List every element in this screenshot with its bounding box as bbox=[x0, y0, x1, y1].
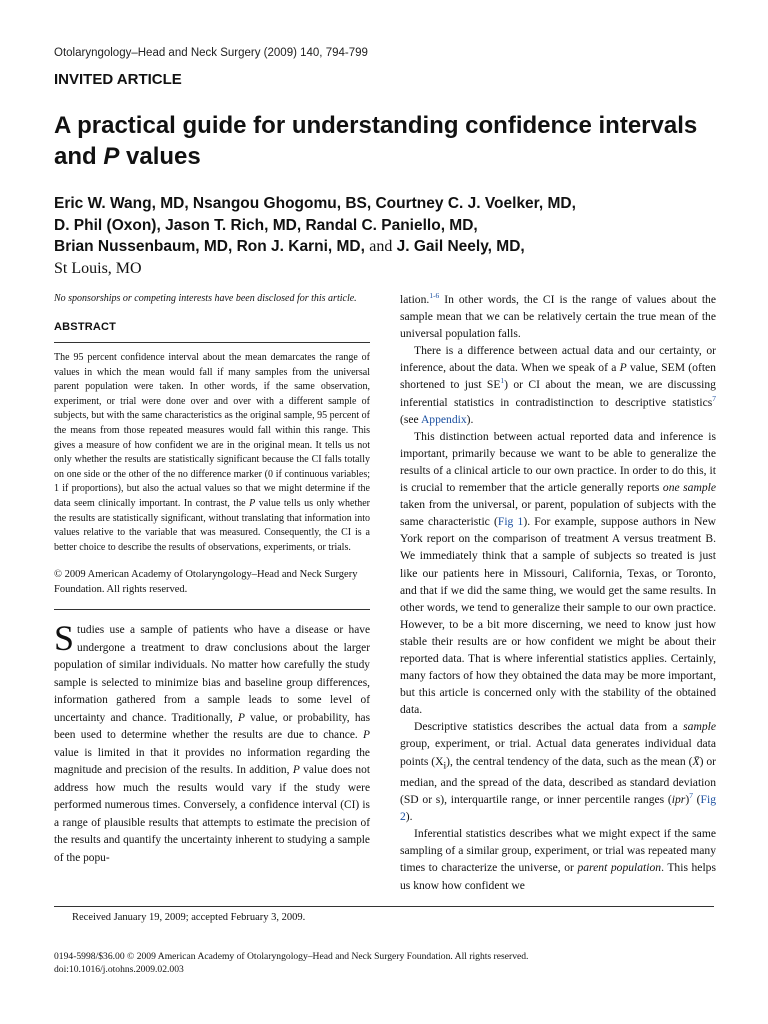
article-title: A practical guide for understanding confidence intervals and P values bbox=[54, 112, 698, 170]
body-paragraph: There is a difference between actual data and our certainty, or inference, about the data. When we speak of a P value, SEM (often shortened to just $SE^1$) or CI about the mean, we are discussing inferential statistics in contradistinction to descriptive statistics$^7$ (see Appendix). bbox=[400, 344, 716, 426]
author-line: Eric W. Wang, MD, Nsangou Ghogomu, BS, Courtney C. J. Voelker, MD, bbox=[54, 195, 576, 212]
left-column bbox=[54, 290, 370, 867]
citation-link[interactable]: 7 bbox=[689, 791, 693, 801]
citation-link[interactable]: 7 bbox=[712, 393, 716, 403]
footer-copyright: 0194-5998/$36.00 © 2009 American Academy of Otolaryngology–Head and Neck Surgery Foundation. All rights reserved. bbox=[54, 951, 529, 962]
body-paragraph: This distinction between actual reported data and inference is important, primarily because we want to be able to generalize the results of a clinical article to our own practice. In order to do this, it is crucial to remember that the article generally reports one sample taken from the universal, or parent, population of subjects with the same characteristic (Fig 1). For example, suppose authors in New York report on the comparison of treatment A versus treatment B. We immediately think that a sample of subjects so treated is just like our patients here in Missouri, California, Texas, or Toronto, and that if we did the same thing, we would get the same results. In other words, we tend to generalize their sample to our own practice. However, to be a bit more discerning, we need to know just how stable their results are or how confident we might be about their reported data. That is where inferential statistics applies. Certainly, many factors of how they obtained the data may be more important, but this article is concerned only with the stability of the obtained data. bbox=[400, 429, 717, 717]
abstract-heading: ABSTRACT bbox=[54, 320, 117, 333]
page-footer bbox=[54, 950, 528, 976]
figure-1-link[interactable]: Fig 1 bbox=[497, 515, 524, 529]
disclosure-note: No sponsorships or competing interests have been disclosed for this article. bbox=[54, 293, 357, 304]
drop-cap: S bbox=[54, 618, 75, 659]
abstract-bottom-rule bbox=[54, 609, 370, 610]
body-paragraph: lation.$^{1-6}$ In other words, the CI is the range of values about the sample mean that we can be relatively certain the true mean of the universal population falls. bbox=[400, 291, 716, 341]
appendix-link[interactable]: Appendix bbox=[420, 412, 467, 426]
author-line: D. Phil (Oxon), Jason T. Rich, MD, Randal C. Paniello, MD, bbox=[54, 216, 478, 234]
abstract-text: The 95 percent confidence interval about the mean demarcates the range of values in which the mean would fall if many samples from the universal parent population were taken. In other words, if the same observation, experiment, or trial were done over and over with a different sample of subjects, but with the same characteristics as the original sample, 95 percent of the means from those repeated measures would fall within this range. This gives a measure of how confident we are in the original mean. It tells us not only whether the results are statistically significant because the CI falls totally on one side or the other of the no difference marker (0 if continuous variables; 1 if proportions), but also the actual values so that we might determine if the data seem clinically important. In contrast, the P value tells us only whether the results are statistically significant, without translating that information into values relative to the variable that was measured. Consequently, the CI is a better choice to describe the results of observations, experiments, or trials. bbox=[54, 352, 370, 553]
journal-citation: Otolaryngology–Head and Neck Surgery (2009) 140, 794-799 bbox=[54, 47, 368, 59]
abstract-copyright: © 2009 American Academy of Otolaryngology–Head and Neck Surgery Foundation. All rights reserved. bbox=[54, 569, 358, 596]
right-column bbox=[400, 291, 716, 894]
body-paragraph: Descriptive statistics describes the actual data from a sample group, experiment, or trial. Actual data generates individual data points $(X_i)$, the central tendency of the data, such as the mean (X̄) or median, and the spread of the data, described as standard deviation (SD or s), interquartile range, or inner percentile ranges (ipr)$^7$ (Fig 2). bbox=[400, 720, 716, 824]
footer-doi: doi:10.1016/j.otohns.2009.02.003 bbox=[54, 964, 184, 975]
citation-link[interactable]: 1-6 bbox=[429, 291, 440, 301]
footnote-rule bbox=[54, 906, 714, 907]
author-list bbox=[54, 193, 734, 279]
received-date: Received January 19, 2009; accepted February 3, 2009. bbox=[72, 912, 306, 923]
intro-paragraph: Studies use a sample of patients who have a disease or have undergone a treatment to draw conclusions about the larger population of similar individuals. No matter how carefully the study sample is selected to minimize bias and baseline group differences, information gathered from a sample leads to some level of uncertainty and chance. Traditionally, P value, or probability, has been used to determine whether the results are due to chance. P value is limited in that it provides no information regarding the magnitude and precision of the results. In addition, P value does not address how much the results would vary if the study were performed numerous times. Conversely, a confidence interval (CI) is a range of plausible results that attempts to estimate the precision of the results and quantify the uncertainty inherent to studying a sample of the popu- bbox=[54, 618, 370, 864]
figure-2-link[interactable]: Fig 2 bbox=[400, 793, 716, 824]
citation-link[interactable]: 1 bbox=[500, 376, 505, 386]
author-location: St Louis, MO bbox=[54, 259, 142, 277]
article-type: INVITED ARTICLE bbox=[54, 71, 182, 88]
author-line: Brian Nussenbaum, MD, Ron J. Karni, MD, and J. Gail Neely, MD, bbox=[54, 238, 525, 255]
abstract-top-rule bbox=[54, 342, 370, 343]
body-paragraph: Inferential statistics describes what we might expect if the same sampling of a similar group, experiment, or trial was repeated many times to characterize the universe, or parent population. This helps us know how confident we bbox=[400, 827, 716, 892]
